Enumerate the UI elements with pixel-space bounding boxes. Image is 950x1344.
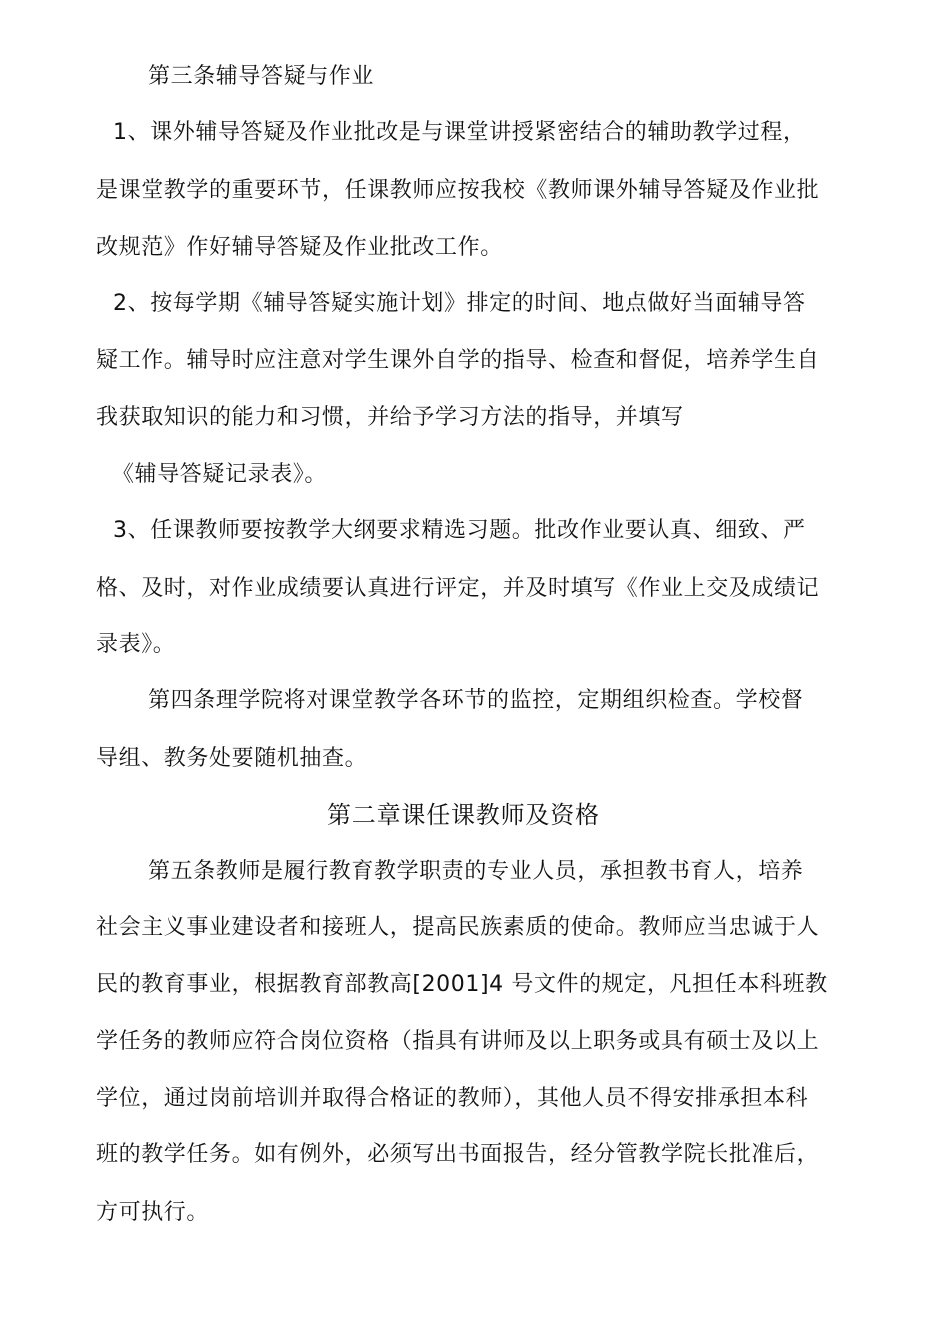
section-5-line-2: 社会主义事业建设者和接班人，提高民族素质的使命。教师应当忠诚于人 (96, 915, 820, 940)
item-2-line-3: 我获取知识的能力和习惯，并给予学习方法的指导，并填写 (96, 405, 684, 430)
section-5-line-1: 第五条教师是履行教育教学职责的专业人员，承担教书育人，培养 (148, 859, 804, 884)
chapter-2-heading: 第二章课任课教师及资格 (327, 801, 600, 829)
section-5-line-4: 学任务的教师应符合岗位资格（指具有讲师及以上职务或具有硕士及以上 (96, 1029, 820, 1054)
item-1-line-2: 是课堂教学的重要环节，任课教师应按我校《教师课外辅导答疑及作业批 (96, 178, 820, 203)
item-2-line-2: 疑工作。辅导时应注意对学生课外自学的指导、检查和督促，培养学生自 (96, 348, 820, 373)
section-5-line-6: 班的教学任务。如有例外，必须写出书面报告，经分管教学院长批准后， (96, 1142, 820, 1167)
item-2-line-4: 《辅导答疑记录表》。 (112, 462, 328, 487)
section-3-title: 第三条辅导答疑与作业 (148, 64, 375, 89)
section-5-line-7: 方可执行。 (96, 1200, 210, 1225)
item-3-line-2: 格、及时，对作业成绩要认真进行评定，并及时填写《作业上交及成绩记 (96, 576, 820, 601)
item-3-line-3: 录表》。 (96, 632, 176, 657)
section-5-line-5: 学位，通过岗前培训并取得合格证的教师），其他人员不得安排承担本科 (96, 1086, 809, 1111)
section-4-line-1: 第四条理学院将对课堂教学各环节的监控，定期组织检查。学校督 (148, 688, 804, 713)
item-1-line-1: 1、课外辅导答疑及作业批改是与课堂讲授紧密结合的辅助教学过程， (113, 120, 806, 145)
section-4-line-2: 导组、教务处要随机抽查。 (96, 746, 368, 771)
item-2-line-1: 2、按每学期《辅导答疑实施计划》排定的时间、地点做好当面辅导答 (113, 291, 806, 316)
item-3-line-1: 3、任课教师要按教学大纲要求精选习题。批改作业要认真、细致、严 (113, 518, 806, 543)
section-5-line-3: 民的教育事业，根据教育部教高[2001]4 号文件的规定，凡担任本科班教 (96, 972, 828, 997)
item-1-line-3: 改规范》作好辅导答疑及作业批改工作。 (96, 235, 503, 260)
